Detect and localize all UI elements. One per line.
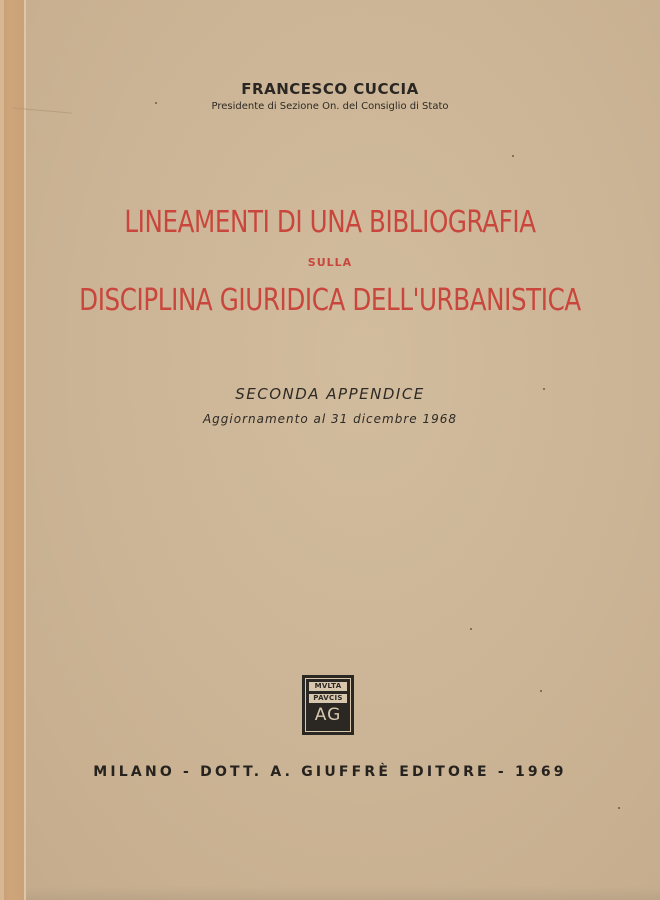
title-connector: SULLA xyxy=(307,256,353,269)
edition-label: SECONDA APPENDICE xyxy=(235,385,425,403)
logo-motto-line-2: PAVCIS xyxy=(309,694,347,703)
logo-motto-line-1: MVLTA xyxy=(309,682,347,691)
title-line-2: DISCIPLINA GIURIDICA DELL'URBANISTICA xyxy=(79,283,581,318)
paper-speck xyxy=(540,690,542,692)
bottom-shadow xyxy=(26,886,660,900)
author-name: FRANCESCO CUCCIA xyxy=(241,80,419,98)
author-title: Presidente di Sezione On. del Consiglio di Stato xyxy=(211,101,449,112)
publisher-logo-frame xyxy=(305,678,351,732)
publisher-logo xyxy=(302,675,354,735)
title-line-1: LINEAMENTI DI UNA BIBLIOGRAFIA xyxy=(124,205,536,240)
update-note: Aggiornamento al 31 dicembre 1968 xyxy=(202,412,458,426)
publisher-imprint: MILANO - DOTT. A. GIUFFRÈ EDITORE - 1969 xyxy=(93,764,567,780)
paper-speck xyxy=(512,155,514,157)
paper-speck xyxy=(618,807,620,809)
logo-monogram: AG xyxy=(314,705,342,725)
paper-speck xyxy=(470,628,472,630)
